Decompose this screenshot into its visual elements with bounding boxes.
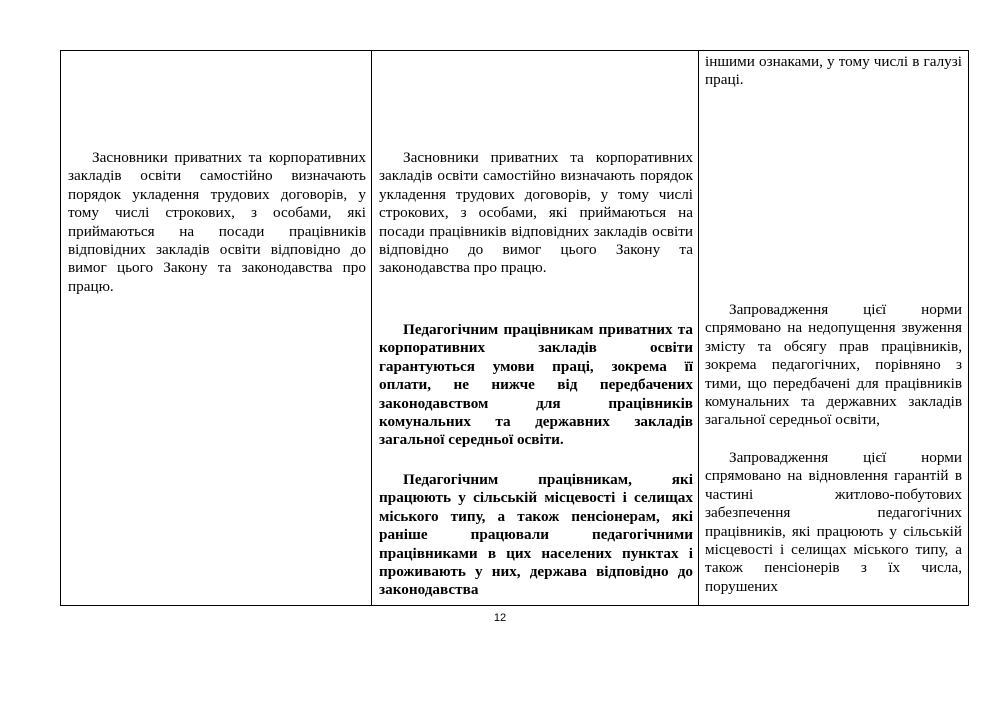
table-column-proposed-text [372,51,699,605]
column2-paragraph-1: Засновники приватних та корпоративних закладів освіти самостійно визначають порядок укладення трудових договорів, у тому числі строкових, з особами, які приймаються на посади працівників відповідних закладів освіти відповідно до вимог цього Закону та законодавства про працю. [379,149,693,277]
column2-paragraph-3: Педагогічним працівникам, які працюють у сільській місцевості і селищах міського типу, а також пенсіонерам, які раніше працювали педагогічними працівниками в цих населених пунктах і проживають у них, держава відповідно до законодавства [379,471,693,599]
column2-paragraph-2: Педагогічним працівникам приватних та корпоративних закладів освіти гарантуються умови праці, зокрема її оплати, не нижче від передбачених законодавством для працівників комунальних та державних закладів загальної середньої освіти. [379,321,693,449]
column3-paragraph-2: Запровадження цієї норми спрямовано на недопущення звуження змісту та обсягу прав працівників, зокрема педагогічних, порівняно з тими, що передбачені для працівників комунальних та державних закладів загальної середньої освіти, [705,301,962,429]
column3-paragraph-1: іншими ознаками, у тому числі в галузі праці. [705,53,962,89]
page-number: 12 [493,612,507,624]
table-column-justification [699,51,968,605]
comparison-table [60,50,969,606]
column3-paragraph-3: Запровадження цієї норми спрямовано на відновлення гарантій в частині житлово-побутових забезпечення педагогічних працівників, які працюють у сільській місцевості і селищах міського типу, а також пенсіонерів з їх числа, порушених [705,449,962,595]
table-column-current-text [61,51,372,605]
column1-paragraph: Засновники приватних та корпоративних закладів освіти самостійно визначають порядок укладення трудових договорів, у тому числі строкових, з особами, які приймаються на посади працівників відповідних закладів освіти відповідно до вимог цього Закону та законодавства про працю. [68,149,366,295]
